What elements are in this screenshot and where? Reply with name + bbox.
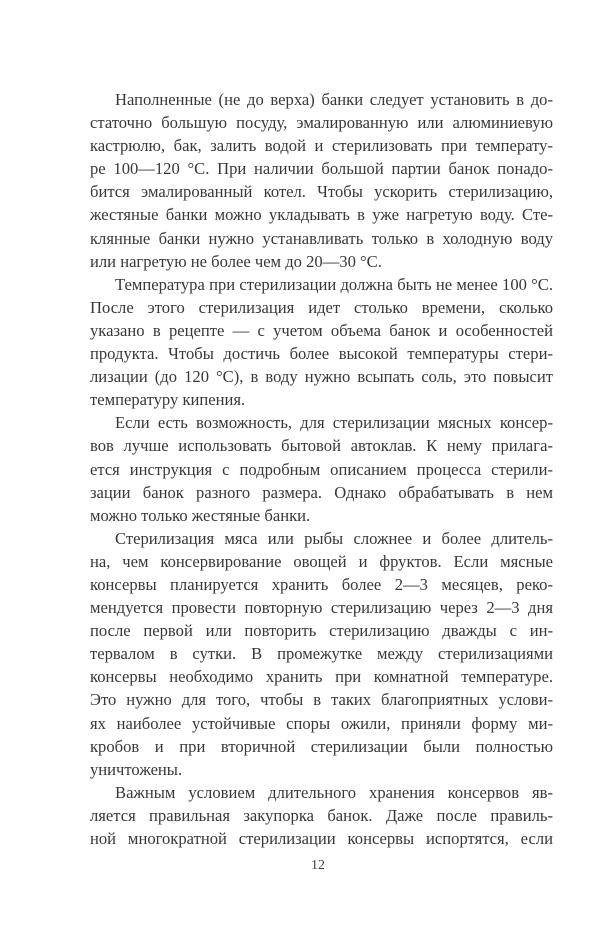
text-line: на, чем консервирование овощей и фруктов. Если мясные [90, 551, 553, 571]
text-line: или нагретую не более чем до 20—30 °С. [90, 251, 382, 271]
text-line: уничтожены. [90, 759, 183, 779]
text-line: Наполненные (не до верха) банки следует установить в до- [115, 90, 553, 109]
text-line: ляется правильная закупорка банок. Даже после правиль- [90, 805, 553, 825]
text-line: консервы планируется хранить более 2—3 месяцев, реко- [90, 574, 553, 594]
text-line: статочно большую посуду, эмалированную или алюминиевую [90, 113, 553, 133]
paragraph [90, 781, 553, 850]
text-line: Важным условием длительного хранения консервов яв- [115, 782, 553, 802]
paragraph [90, 411, 553, 526]
text-line: можно только жестяные банки. [90, 505, 311, 525]
text-line: ях наиболее устойчивые споры ожили, приняли форму ми- [90, 713, 553, 733]
text-line: лизации (до 120 °С), в воду нужно всыпать соль, это повысит [90, 367, 553, 387]
body-text [90, 88, 553, 850]
text-line: бится эмалированный котел. Чтобы ускорить стерилизацию, [90, 182, 553, 202]
text-line: Температура при стерилизации должна быть не менее 100 °С. [115, 274, 553, 294]
text-line: ре 100—120 °С. При наличии большой партии банок понадо- [90, 159, 553, 179]
text-line: кастрюлю, бак, залить водой и стерилизовать при температу- [90, 136, 553, 156]
text-line: ной многократной стерилизации консервы испортятся, если [90, 829, 553, 848]
text-line: после первой или повторить стерилизацию дважды с ин- [90, 621, 553, 641]
text-line: Если есть возможность, для стерилизации мясных консер- [115, 413, 553, 433]
paragraph [90, 273, 553, 412]
text-line: температуру кипения. [90, 390, 246, 410]
text-line: кробов и при вторичной стерилизации были полностью [90, 736, 553, 756]
text-line: продукта. Чтобы достичь более высокой температуры стери- [90, 344, 553, 364]
text-line: клянные банки нужно устанавливать только в холодную воду [90, 228, 553, 248]
page-number: 12 [311, 858, 325, 873]
text-line: консервы необходимо хранить при комнатной температуре. [90, 667, 553, 687]
text-line: мендуется провести повторную стерилизацию через 2—3 дня [90, 598, 553, 618]
text-line: После этого стерилизация идет столько времени, сколько [90, 297, 553, 317]
paragraph [90, 527, 553, 781]
text-line: вов лучше использовать бытовой автоклав. К нему прилага- [90, 436, 553, 456]
text-line: указано в рецепте — с учетом объема банок и особенностей [90, 320, 553, 340]
text-line: зации банок разного размера. Однако обрабатывать в нем [90, 482, 553, 502]
text-line: жестяные банки можно укладывать в уже нагретую воду. Сте- [90, 205, 553, 225]
text-line: тервалом в сутки. В промежутке между стерилизациями [90, 644, 553, 664]
text-line: Стерилизация мяса или рыбы сложнее и более длитель- [115, 528, 553, 548]
paragraph [90, 88, 553, 273]
text-line: ется инструкция с подробным описанием процесса стерили- [90, 459, 553, 479]
text-line: Это нужно для того, чтобы в таких благоприятных услови- [90, 690, 553, 710]
